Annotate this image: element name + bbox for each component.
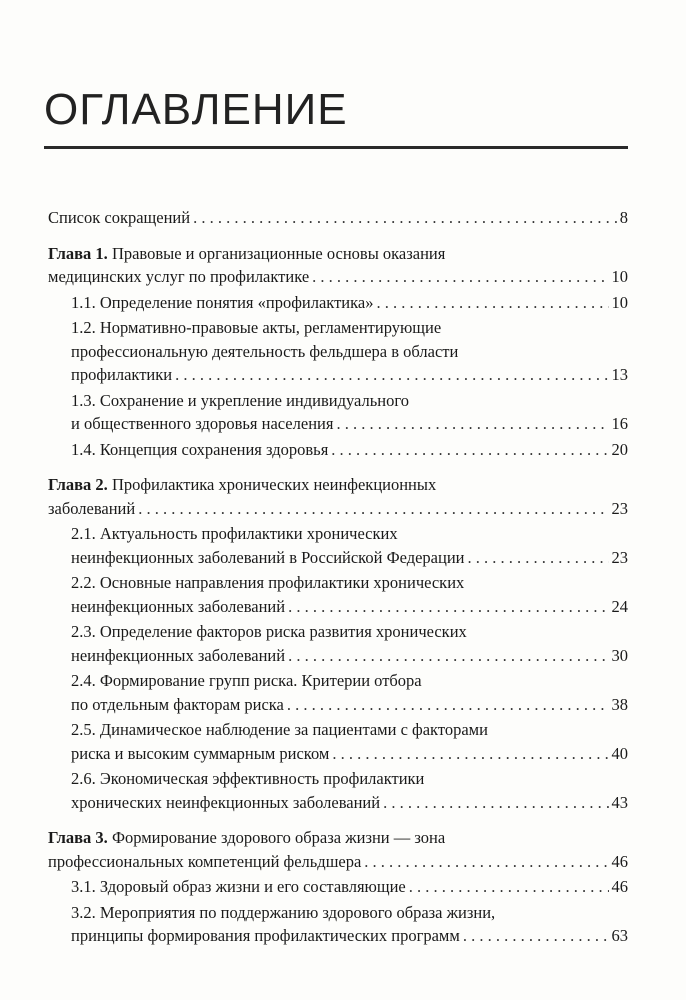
- section-title-line: 2.4. Формирование групп риска. Критерии отбора: [71, 671, 422, 690]
- section-title-line: 1.3. Сохранение и укрепление индивидуального: [71, 390, 409, 410]
- section-title-line: 2.5. Динамическое наблюдение за пациентами с факторами: [71, 720, 488, 739]
- toc-page-number: 30: [611, 645, 628, 665]
- dot-leader: [364, 850, 608, 874]
- toc-section-3-2[interactable]: [48, 901, 628, 948]
- dot-leader: [468, 546, 609, 570]
- section-title-line: неинфекционных заболеваний: [71, 645, 286, 665]
- chapter-label: Глава 2.: [48, 475, 108, 494]
- toc-page-number: 10: [611, 292, 628, 312]
- toc-page-number: 13: [611, 365, 628, 384]
- dot-leader: [288, 595, 608, 619]
- section-title-line: и общественного здоровья населения: [71, 414, 334, 433]
- dot-leader: [336, 412, 608, 436]
- chapter-title-line: профессиональных компетенций фельдшера: [48, 851, 362, 871]
- dot-leader: [332, 742, 608, 766]
- section-title-line: профессиональную деятельность фельдшера в области: [71, 341, 459, 361]
- section-title-line: хронических неинфекционных заболеваний: [71, 792, 381, 812]
- toc-section-2-4[interactable]: [48, 669, 628, 716]
- toc-chapter-1[interactable]: [48, 242, 628, 289]
- toc-chapter-2[interactable]: [48, 473, 628, 520]
- toc-page-number: 23: [611, 547, 628, 567]
- toc-chapter-3[interactable]: [48, 826, 628, 873]
- dot-leader: [409, 875, 609, 899]
- toc-page-number: 20: [611, 439, 628, 459]
- dot-leader: [138, 497, 608, 521]
- section-title-line: 2.6. Экономическая эффективность профилактики: [71, 769, 425, 788]
- toc-section-2-5[interactable]: [48, 718, 628, 765]
- dot-leader: [376, 291, 608, 315]
- section-title-line: профилактики: [71, 365, 173, 384]
- toc-page-number: 23: [611, 498, 628, 518]
- section-title-line: принципы формирования профилактических программ: [71, 926, 460, 945]
- toc-section-1-1[interactable]: [48, 291, 628, 315]
- toc-section-1-4[interactable]: [48, 438, 628, 462]
- section-title-line: 1.2. Нормативно-правовые акты, регламентирующие: [71, 318, 442, 337]
- toc-page-number: 63: [611, 926, 628, 945]
- chapter-title-line: Правовые и организационные основы оказания: [111, 243, 446, 263]
- section-title: 1.1. Определение понятия «профилактика»: [71, 292, 374, 312]
- toc-section-2-3[interactable]: [48, 620, 628, 667]
- section-title-line: по отдельным факторам риска: [71, 694, 284, 714]
- section-title-line: 2.2. Основные направления профилактики хронических: [71, 573, 465, 592]
- section-title-line: 2.3. Определение факторов риска развития хронических: [71, 622, 467, 641]
- toc-section-2-6[interactable]: [48, 767, 628, 814]
- toc-entry-text: Список сокращений: [48, 208, 191, 227]
- section-title: 1.4. Концепция сохранения здоровья: [71, 439, 329, 459]
- toc-page-number: 43: [611, 792, 628, 812]
- dot-leader: [312, 265, 608, 289]
- page-title: ОГЛАВЛЕНИЕ: [44, 85, 348, 134]
- section-title-line: 2.1. Актуальность профилактики хронических: [71, 524, 398, 543]
- table-of-contents: [48, 206, 628, 948]
- title-divider: [44, 146, 628, 149]
- toc-page-number: 38: [611, 694, 628, 714]
- toc-section-2-2[interactable]: [48, 571, 628, 618]
- toc-entry-abbreviations[interactable]: [48, 206, 628, 230]
- chapter-title-line: заболеваний: [48, 498, 136, 518]
- toc-page-number: 40: [611, 743, 628, 763]
- dot-leader: [287, 693, 609, 717]
- section-title-line: 3.2. Мероприятия по поддержанию здорового образа жизни,: [71, 902, 496, 922]
- toc-section-1-2[interactable]: [48, 316, 628, 387]
- section-title-line: неинфекционных заболеваний в Российской Федерации: [71, 547, 465, 567]
- chapter-label: Глава 3.: [48, 828, 108, 847]
- dot-leader: [463, 924, 609, 948]
- dot-leader: [383, 791, 608, 815]
- toc-section-3-1[interactable]: [48, 875, 628, 899]
- dot-leader: [193, 206, 617, 230]
- section-title-line: неинфекционных заболеваний: [71, 596, 286, 616]
- chapter-title-line: Формирование здорового образа жизни — зона: [111, 828, 446, 847]
- dot-leader: [288, 644, 608, 668]
- toc-page-number: 24: [611, 596, 628, 616]
- dot-leader: [331, 438, 608, 462]
- chapter-label: Глава 1.: [48, 243, 108, 263]
- chapter-title-line: Профилактика хронических неинфекционных: [111, 475, 437, 494]
- toc-page-number: 46: [611, 851, 628, 871]
- toc-page-number: 16: [611, 414, 628, 433]
- section-title-line: риска и высоким суммарным риском: [71, 743, 330, 763]
- toc-section-2-1[interactable]: [48, 522, 628, 569]
- section-title: 3.1. Здоровый образ жизни и его составляющие: [71, 877, 406, 896]
- toc-page-number: 8: [619, 208, 628, 227]
- toc-section-1-3[interactable]: [48, 389, 628, 436]
- chapter-title-line: медицинских услуг по профилактике: [48, 267, 310, 286]
- toc-page-number: 46: [611, 877, 628, 896]
- toc-page-number: 10: [611, 267, 628, 286]
- dot-leader: [175, 363, 608, 387]
